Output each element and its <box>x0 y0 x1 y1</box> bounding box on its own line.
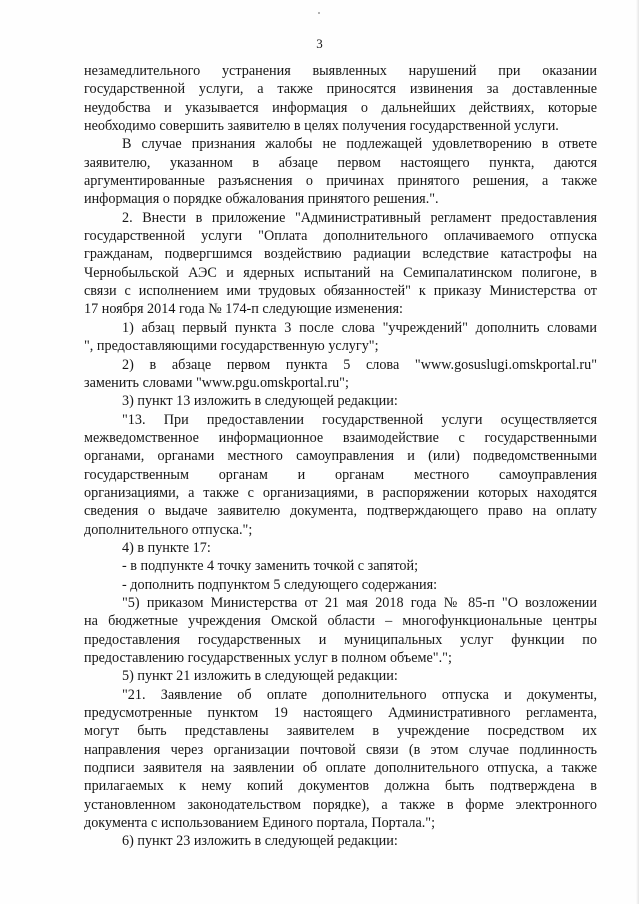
text-line: гражданам, подвергшимся воздействию радиации вследствие катастрофы на <box>84 246 597 263</box>
paragraph-first-line: "13. При предоставлении государственной услуги осуществляется <box>122 411 597 428</box>
paragraph-first-line: "5) приказом Министерства от 21 мая 2018 года № 85-п "О возложении <box>122 594 597 611</box>
text-line: заявителю, указанном в абзаце первом настоящего пункта, даются <box>84 154 597 171</box>
paragraph-first-line: В случае признания жалобы не подлежащей удовлетворению в ответе <box>122 136 597 153</box>
text-line: государственной услуги, а также приносятся извинения за доставленные <box>84 81 597 98</box>
text-line: предоставления государственных и муниципальных услуг функции по <box>84 631 597 648</box>
text-line: предусмотренные пунктом 19 настоящего Административного регламента, <box>84 705 597 722</box>
paragraph-first-line: 6) пункт 23 изложить в следующей редакции: <box>122 833 398 850</box>
page-number: 3 <box>316 36 323 51</box>
scan-speck <box>318 12 320 14</box>
text-line: информация о порядке обжалования принятого решения.". <box>84 191 439 208</box>
paragraph-first-line: 2) в абзаце первом пункта 5 слова "www.gosuslugi.omskportal.ru" <box>122 356 597 373</box>
text-line: 17 ноября 2014 года № 174-п следующие изменения: <box>84 301 403 318</box>
text-line: сведения о выдаче заявителю документа, подтверждающего право на оплату <box>84 503 597 520</box>
text-line: документа с использованием Единого портала, Портала."; <box>84 815 436 832</box>
text-line: предоставлению государственных услуг в полном объеме"."; <box>84 650 452 666</box>
text-line: незамедлительного устранения выявленных нарушений при оказании <box>84 63 597 79</box>
paragraph-first-line: 4) в пункте 17: <box>122 539 211 556</box>
text-line: заменить словами "www.pgu.omskportal.ru"; <box>84 374 349 391</box>
paragraph-first-line: 3) пункт 13 изложить в следующей редакции: <box>122 393 398 410</box>
text-line: Чернобыльской АЭС и ядерных испытаний на Семипалатинском полигоне, в <box>84 264 597 281</box>
paragraph-first-line: - в подпункте 4 точку заменить точкой с запятой; <box>122 558 419 575</box>
text-line: государственным органам и органам местного самоуправления <box>84 466 597 483</box>
document-body <box>84 62 597 851</box>
paragraph-first-line: 1) абзац первый пункта 3 после слова "учреждений" дополнить словами <box>122 319 597 336</box>
text-line: аргументированные разъяснения о причинах принятого решения, а также <box>84 173 597 190</box>
text-line: могут быть представлены заявителем в учреждение посредством их <box>84 723 597 740</box>
text-line: на бюджетные учреждения Омской области – многофункциональные центры <box>84 613 597 630</box>
text-line: подписи заявителя на заявлении об оплате дополнительного отпуска, а также <box>84 760 597 777</box>
text-line: межведомственное информационное взаимодействие с государственными <box>84 429 597 446</box>
text-line: ", предоставляющими государственную услугу"; <box>84 338 379 355</box>
text-line: прилагаемых к нему копий документов должна быть подтверждена в <box>84 778 597 795</box>
text-line: установленном законодательством порядке), а также в форме электронного <box>84 796 597 813</box>
paragraph-first-line: "21. Заявление об оплате дополнительного отпуска и документы, <box>122 686 597 703</box>
paragraph-first-line: 5) пункт 21 изложить в следующей редакции: <box>122 668 398 685</box>
text-line: необходимо совершить заявителю в целях получения государственной услуги. <box>84 118 559 135</box>
text-line: дополнительного отпуска."; <box>84 521 253 538</box>
text-line: связи с исполнением ими трудовых обязанностей" к приказу Министерства от <box>84 283 597 300</box>
text-line: органами, органами местного самоуправления и (или) подведомственными <box>84 448 597 465</box>
text-line: организациями, а также с организациями, в распоряжении которых находятся <box>84 484 597 501</box>
text-line: неудобства и указывается информация о дальнейших действиях, которые <box>84 99 597 116</box>
paragraph-first-line: 2. Внести в приложение "Административный регламент предоставления <box>122 209 597 226</box>
paragraph-first-line: - дополнить подпунктом 5 следующего содержания: <box>122 576 438 593</box>
text-line: государственной услуги "Оплата дополнительного оплачиваемого отпуска <box>84 228 597 245</box>
text-line: направления через организации почтовой связи (в этом случае подлинность <box>84 741 597 758</box>
